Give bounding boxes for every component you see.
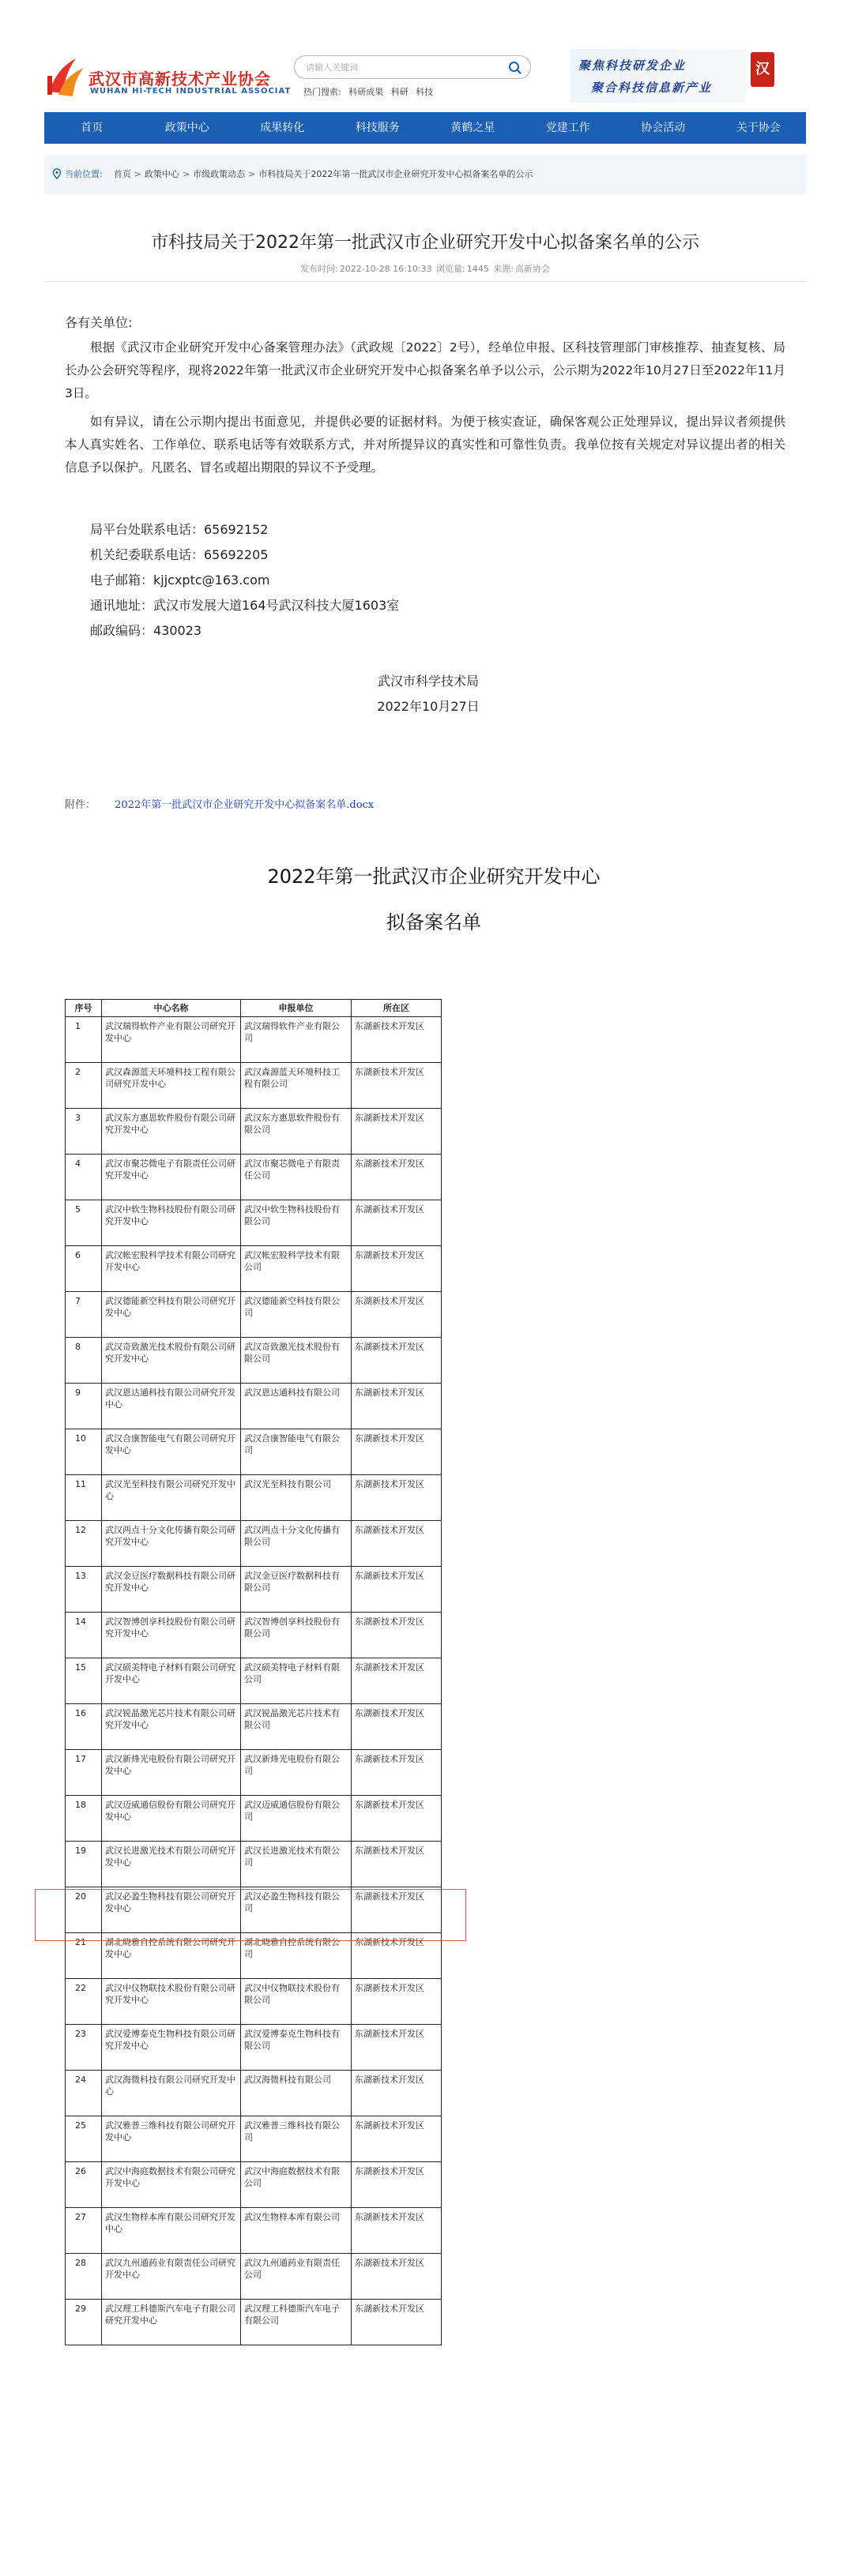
cell-district: 东湖新技术开发区 (352, 1246, 442, 1292)
table-row (66, 1796, 442, 1842)
filing-list-table (65, 999, 442, 2345)
list-subtitle: 拟备案名单 (386, 911, 481, 933)
cell-district: 东湖新技术开发区 (352, 1567, 442, 1613)
cell-district: 东湖新技术开发区 (352, 1658, 442, 1704)
cell-center-name: 武汉迈威通信股份有限公司研究开发中心 (102, 1796, 241, 1842)
cell-no: 7 (66, 1292, 102, 1338)
table-row (66, 1979, 442, 2025)
nav-item-policy[interactable]: 政策中心 (164, 122, 209, 134)
cell-district: 东湖新技术开发区 (352, 1933, 442, 1979)
cell-center-name: 武汉必盈生物科技有限公司研究开发中心 (102, 1887, 241, 1933)
cell-district: 东湖新技术开发区 (352, 1521, 442, 1567)
contact-email: 电子邮箱：kjjcxptc@163.com (90, 573, 270, 588)
cell-center-name: 武汉金豆医疗数据科技有限公司研究开发中心 (102, 1567, 241, 1613)
table-row (66, 1246, 442, 1292)
cell-center-name: 武汉市聚芯微电子有限责任公司研究开发中心 (102, 1155, 241, 1200)
cell-no: 4 (66, 1155, 102, 1200)
nav-item-about[interactable]: 关于协会 (736, 122, 781, 134)
list-title: 2022年第一批武汉市企业研究开发中心 (267, 866, 601, 888)
cell-applicant: 武汉中仪物联技术股份有限公司 (241, 1979, 352, 2025)
nav-item-events[interactable]: 协会活动 (641, 122, 686, 134)
nav-item-stars[interactable]: 黄鹤之星 (450, 122, 495, 134)
cell-applicant: 武汉光至科技有限公司 (241, 1475, 352, 1521)
cell-district: 东湖新技术开发区 (352, 1475, 442, 1521)
breadcrumb-city-policy[interactable]: 市级政策动态 (193, 169, 246, 179)
cell-no: 8 (66, 1338, 102, 1384)
cell-district: 东湖新技术开发区 (352, 1429, 442, 1475)
title-divider (44, 281, 806, 282)
cell-no: 20 (66, 1887, 102, 1933)
contact-discipline-phone: 机关纪委联系电话：65692205 (90, 547, 269, 562)
cell-applicant: 湖北晓雅自控系统有限公司 (241, 1933, 352, 1979)
cell-district: 东湖新技术开发区 (352, 1750, 442, 1796)
cell-district: 东湖新技术开发区 (352, 1292, 442, 1338)
cell-center-name: 武汉合康智能电气有限公司研究开发中心 (102, 1429, 241, 1475)
cell-no: 27 (66, 2208, 102, 2254)
cell-no: 23 (66, 2025, 102, 2071)
cell-applicant: 武汉海微科技有限公司 (241, 2071, 352, 2116)
slogan-banner (570, 49, 773, 103)
cell-district: 东湖新技术开发区 (352, 2254, 442, 2300)
cell-applicant: 武汉两点十分文化传播有限公司 (241, 1521, 352, 1567)
views-count: 1445 (466, 264, 489, 274)
cell-center-name: 武汉长进激光技术有限公司研究开发中心 (102, 1842, 241, 1887)
logo-chinese-name: 武汉市高新技术产业协会 (88, 69, 271, 88)
cell-no: 21 (66, 1933, 102, 1979)
header-district: 所在区 (352, 1000, 442, 1017)
cell-no: 24 (66, 2071, 102, 2116)
main-nav (44, 112, 806, 144)
table-row (66, 1567, 442, 1613)
cell-applicant: 武汉瑞得软件产业有限公司 (241, 1017, 352, 1063)
table-row (66, 1384, 442, 1429)
table-row (66, 1063, 442, 1109)
banner-slogan-line1: 聚焦科技研发企业 (578, 58, 687, 73)
header-applicant: 申报单位 (241, 1000, 352, 1017)
cell-no: 19 (66, 1842, 102, 1887)
table-row (66, 2300, 442, 2345)
cell-district: 东湖新技术开发区 (352, 1887, 442, 1933)
table-row (66, 1109, 442, 1155)
cell-district: 东湖新技术开发区 (352, 1200, 442, 1246)
signature-date: 2022年10月27日 (377, 699, 480, 714)
cell-no: 10 (66, 1429, 102, 1475)
search-icon[interactable] (508, 61, 522, 75)
breadcrumb-separator: > (182, 168, 190, 179)
cell-no: 26 (66, 2162, 102, 2208)
cell-no: 6 (66, 1246, 102, 1292)
cell-center-name: 武汉锐晶激光芯片技术有限公司研究开发中心 (102, 1704, 241, 1750)
cell-district: 东湖新技术开发区 (352, 1063, 442, 1109)
cell-applicant: 武汉新烽光电股份有限公司 (241, 1750, 352, 1796)
article-meta (44, 262, 806, 275)
table-row (66, 2071, 442, 2116)
hot-search-term[interactable]: 科研 (390, 87, 409, 97)
cell-no: 17 (66, 1750, 102, 1796)
table-row (66, 1200, 442, 1246)
signer-name: 武汉市科学技术局 (377, 674, 479, 689)
header-no: 序号 (66, 1000, 102, 1017)
hot-search-label: 热门搜索: (303, 87, 341, 97)
cell-no: 2 (66, 1063, 102, 1109)
cell-district: 东湖新技术开发区 (352, 1017, 442, 1063)
breadcrumb-policy[interactable]: 政策中心 (144, 169, 179, 179)
cell-applicant: 武汉中海庭数据技术有限公司 (241, 2162, 352, 2208)
table-row (66, 1017, 442, 1063)
breadcrumb-bar (44, 155, 806, 194)
cell-applicant: 武汉恩达通科技有限公司 (241, 1384, 352, 1429)
row-highlight-box (35, 1889, 466, 1941)
contact-address: 通讯地址：武汉市发展大道164号武汉科技大厦1603室 (90, 598, 400, 613)
cell-district: 东湖新技术开发区 (352, 2162, 442, 2208)
cell-center-name: 武汉中软生物科技股份有限公司研究开发中心 (102, 1200, 241, 1246)
cell-district: 东湖新技术开发区 (352, 2208, 442, 2254)
cell-center-name: 武汉九州通药业有限责任公司研究开发中心 (102, 2254, 241, 2300)
cell-center-name: 武汉硕美特电子材料有限公司研究开发中心 (102, 1658, 241, 1704)
cell-applicant: 武汉合康智能电气有限公司 (241, 1429, 352, 1475)
attachment-label: 附件： (65, 799, 96, 811)
nav-item-services[interactable]: 科技服务 (355, 122, 400, 134)
cell-district: 东湖新技术开发区 (352, 1109, 442, 1155)
cell-no: 3 (66, 1109, 102, 1155)
cell-applicant: 武汉九州通药业有限责任公司 (241, 2254, 352, 2300)
source: 高新协会 (514, 264, 550, 274)
cell-no: 12 (66, 1521, 102, 1567)
location-pin-icon (52, 168, 62, 179)
cell-district: 东湖新技术开发区 (352, 1155, 442, 1200)
hot-search-term[interactable]: 科技 (416, 87, 434, 97)
logo-english-name: WUHAN HI-TECH INDUSTRIAL ASSOCIAT (90, 87, 292, 96)
cell-applicant: 武汉市聚芯微电子有限责任公司 (241, 1155, 352, 1200)
cell-applicant: 武汉迈威通信股份有限公司 (241, 1796, 352, 1842)
cell-center-name: 湖北晓雅自控系统有限公司研究开发中心 (102, 1933, 241, 1979)
cell-no: 15 (66, 1658, 102, 1704)
cell-district: 东湖新技术开发区 (352, 2025, 442, 2071)
cell-center-name: 武汉爱博泰克生物科技有限公司研究开发中心 (102, 2025, 241, 2071)
hot-search-term[interactable]: 科研成果 (348, 87, 384, 97)
cell-applicant: 武汉森源蓝天环境科技工程有限公司 (241, 1063, 352, 1109)
cell-no: 18 (66, 1796, 102, 1842)
cell-applicant: 武汉奇致激光技术股份有限公司 (241, 1338, 352, 1384)
cell-applicant: 武汉爱博泰克生物科技有限公司 (241, 2025, 352, 2071)
breadcrumb (52, 167, 533, 180)
contact-postcode: 邮政编码：430023 (90, 623, 202, 638)
table-row (66, 1155, 442, 1200)
breadcrumb-home[interactable]: 首页 (113, 169, 131, 179)
cell-no: 1 (66, 1017, 102, 1063)
cell-center-name: 武汉德能新空科技有限公司研究开发中心 (102, 1292, 241, 1338)
cell-applicant: 武汉中软生物科技股份有限公司 (241, 1200, 352, 1246)
cell-applicant: 武汉锐晶激光芯片技术有限公司 (241, 1704, 352, 1750)
cell-district: 东湖新技术开发区 (352, 1704, 442, 1750)
cell-center-name: 武汉森源蓝天环境科技工程有限公司研究开发中心 (102, 1063, 241, 1109)
body-paragraph: 如有异议，请在公示期内提出书面意见，并提供必要的证据材料。为便于核实查证，确保客观公正处理异议，提出异议者须提供本人真实姓名、工作单位、联系电话等有效联系方式，并对所提异议的真实性和可靠性负责。我单位按有关规定对异议提出者的相关信息予以保护。凡匿名、冒名或超出期限的异议不予受理。 (65, 415, 785, 475)
breadcrumb-separator: > (134, 168, 141, 179)
cell-no: 14 (66, 1613, 102, 1658)
cell-center-name: 武汉瑞得软件产业有限公司研究开发中心 (102, 1017, 241, 1063)
cell-no: 22 (66, 1979, 102, 2025)
search-box (294, 55, 531, 79)
breadcrumb-label: 当前位置: (65, 169, 103, 179)
banner-seal: 汉 (751, 52, 774, 87)
cell-center-name: 武汉中海庭数据技术有限公司研究开发中心 (102, 2162, 241, 2208)
cell-district: 东湖新技术开发区 (352, 1613, 442, 1658)
search-input[interactable] (306, 59, 495, 75)
breadcrumb-separator: > (248, 168, 256, 179)
site-logo[interactable] (44, 49, 292, 104)
table-row (66, 2025, 442, 2071)
cell-center-name: 武汉雅普三维科技有限公司研究开发中心 (102, 2116, 241, 2162)
table-row (66, 1429, 442, 1475)
contact-platform-phone: 局平台处联系电话：65692152 (90, 522, 269, 537)
cell-applicant: 武汉德能新空科技有限公司 (241, 1292, 352, 1338)
cell-no: 25 (66, 2116, 102, 2162)
article-title: 市科技局关于2022年第一批武汉市企业研究开发中心拟备案名单的公示 (151, 233, 699, 253)
table-row (66, 1475, 442, 1521)
nav-item-home[interactable]: 首页 (81, 122, 104, 134)
cell-applicant: 武汉帐宏股科学技术有限公司 (241, 1246, 352, 1292)
table-row (66, 1750, 442, 1796)
cell-center-name: 武汉生物样本库有限公司研究开发中心 (102, 2208, 241, 2254)
table-row (66, 2116, 442, 2162)
breadcrumb-current: 市科技局关于2022年第一批武汉市企业研究开发中心拟备案名单的公示 (258, 169, 533, 179)
cell-district: 东湖新技术开发区 (352, 1338, 442, 1384)
cell-center-name: 武汉奇致激光技术股份有限公司研究开发中心 (102, 1338, 241, 1384)
table-row (66, 1658, 442, 1704)
cell-center-name: 武汉新烽光电股份有限公司研究开发中心 (102, 1750, 241, 1796)
cell-applicant: 武汉生物样本库有限公司 (241, 2208, 352, 2254)
table-row (66, 1613, 442, 1658)
cell-district: 东湖新技术开发区 (352, 2071, 442, 2116)
table-header-row (66, 1000, 442, 1017)
table-row (66, 1338, 442, 1384)
attachment (65, 796, 374, 811)
cell-district: 东湖新技术开发区 (352, 2300, 442, 2345)
cell-applicant: 武汉长进激光技术有限公司 (241, 1842, 352, 1887)
cell-applicant: 武汉硕美特电子材料有限公司 (241, 1658, 352, 1704)
cell-center-name: 武汉中仪物联技术股份有限公司研究开发中心 (102, 1979, 241, 2025)
nav-item-party[interactable]: 党建工作 (545, 122, 590, 134)
table-row (66, 1292, 442, 1338)
cell-center-name: 武汉海微科技有限公司研究开发中心 (102, 2071, 241, 2116)
cell-no: 5 (66, 1200, 102, 1246)
cell-district: 东湖新技术开发区 (352, 1979, 442, 2025)
cell-center-name: 武汉恩达通科技有限公司研究开发中心 (102, 1384, 241, 1429)
nav-item-transfer[interactable]: 成果转化 (260, 122, 305, 134)
cell-district: 东湖新技术开发区 (352, 1842, 442, 1887)
cell-no: 28 (66, 2254, 102, 2300)
views-label: 浏览量: (436, 264, 465, 274)
table-body (66, 1017, 442, 2345)
cell-center-name: 武汉帐宏股科学技术有限公司研究开发中心 (102, 1246, 241, 1292)
publish-time-label: 发布时间: (300, 264, 338, 274)
contact-info (90, 517, 399, 644)
hot-search (303, 85, 438, 98)
cell-applicant: 武汉东方惠思软件股份有限公司 (241, 1109, 352, 1155)
cell-center-name: 武汉智博创享科技股份有限公司研究开发中心 (102, 1613, 241, 1658)
cell-applicant: 武汉理工科德斯汽车电子有限公司 (241, 2300, 352, 2345)
cell-no: 11 (66, 1475, 102, 1521)
salutation: 各有关单位: (65, 315, 133, 330)
cell-center-name: 武汉两点十分文化传播有限公司研究开发中心 (102, 1521, 241, 1567)
cell-center-name: 武汉东方惠思软件股份有限公司研究开发中心 (102, 1109, 241, 1155)
cell-applicant: 武汉必盈生物科技有限公司 (241, 1887, 352, 1933)
cell-applicant: 武汉智博创享科技股份有限公司 (241, 1613, 352, 1658)
cell-center-name: 武汉光至科技有限公司研究开发中心 (102, 1475, 241, 1521)
cell-applicant: 武汉金豆医疗数据科技有限公司 (241, 1567, 352, 1613)
cell-no: 16 (66, 1704, 102, 1750)
source-label: 来源: (493, 264, 514, 274)
table-row (66, 2254, 442, 2300)
signature-block (44, 669, 806, 719)
article (44, 197, 806, 2567)
table-row (66, 1521, 442, 1567)
cell-center-name: 武汉理工科德斯汽车电子有限公司研究开发中心 (102, 2300, 241, 2345)
cell-district: 东湖新技术开发区 (352, 1384, 442, 1429)
site-header (0, 0, 851, 111)
cell-applicant: 武汉雅普三维科技有限公司 (241, 2116, 352, 2162)
table-row (66, 2208, 442, 2254)
body-paragraph: 根据《武汉市企业研究开发中心备案管理办法》（武政规〔2022〕2号），经单位申报、区科技管理部门审核推荐、抽查复核、局长办公会研究等程序，现将2022年第一批武汉市企业研究开发中心拟备案名单予以公示，公示期为2022年10月27日至2022年11月3日。 (65, 340, 785, 400)
cell-no: 29 (66, 2300, 102, 2345)
table-row (66, 1842, 442, 1887)
attachment-link[interactable]: 2022年第一批武汉市企业研究开发中心拟备案名单.docx (115, 799, 375, 811)
header-center-name: 中心名称 (102, 1000, 241, 1017)
table-row (66, 2162, 442, 2208)
cell-no: 13 (66, 1567, 102, 1613)
publish-time: 2022-10-28 16:10:33 (339, 264, 432, 274)
association-logo-icon (44, 52, 87, 100)
table-row (66, 1704, 442, 1750)
banner-slogan-line2: 聚合科技信息新产业 (591, 81, 713, 95)
cell-no: 9 (66, 1384, 102, 1429)
cell-district: 东湖新技术开发区 (352, 1796, 442, 1842)
cell-district: 东湖新技术开发区 (352, 2116, 442, 2162)
